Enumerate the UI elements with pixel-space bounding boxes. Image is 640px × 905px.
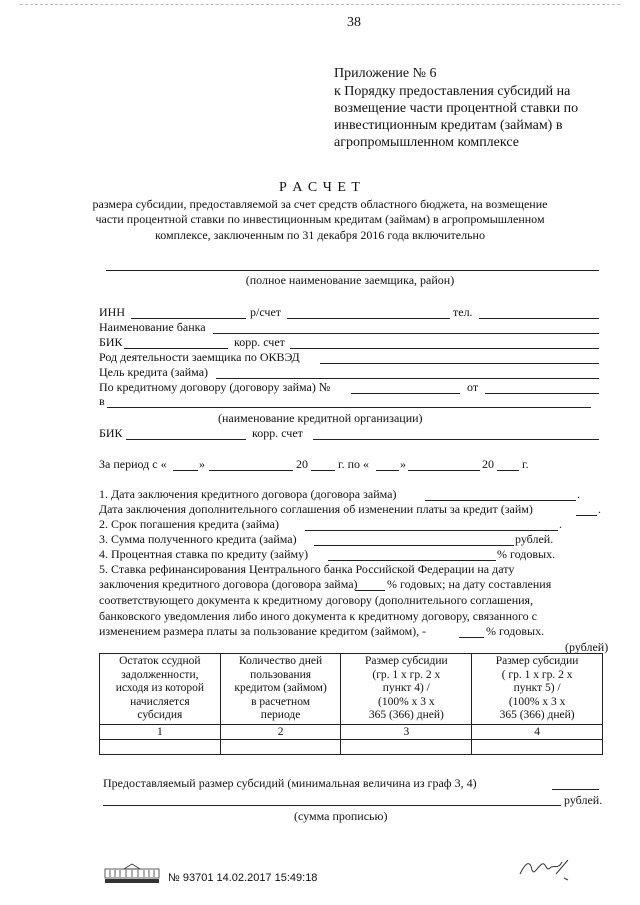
header-text: пункт 4) /: [382, 682, 430, 694]
item-4-end: % годовых.: [497, 547, 556, 561]
table-cell[interactable]: [472, 739, 603, 754]
period-quote: »: [199, 457, 205, 471]
rs-field[interactable]: [287, 318, 450, 319]
contract-label: По кредитному договору (договору займа) №: [99, 380, 331, 394]
summary-value-field[interactable]: [552, 789, 599, 790]
period-year-prefix: 20: [482, 457, 494, 471]
table-header-cell: [100, 654, 221, 725]
item-2-label: 2. Срок погашения кредита (займа): [99, 517, 279, 531]
item-5-line: % годовых; на дату составления: [387, 577, 552, 591]
table-header-cell: [341, 654, 472, 725]
table-cell[interactable]: [341, 739, 472, 754]
item-5-line: банковского уведомления либо иного документа к кредитному договору, связанного с: [99, 609, 537, 623]
period-end-month-field[interactable]: [408, 470, 480, 471]
calculation-table: [99, 653, 603, 755]
units-label: (рублей): [565, 640, 609, 654]
building-icon: [104, 862, 160, 884]
page-number: 38: [347, 15, 361, 30]
header-text: кредитом (займом): [234, 682, 327, 694]
table-header-cell: [220, 654, 341, 725]
signature-icon: [516, 852, 576, 882]
period-year-prefix: 20: [296, 457, 308, 471]
item-5-line: соответствующего документа к кредитному договору (дополнительного соглашения,: [99, 593, 534, 607]
header-text: ( гр. 1 х гр. 2 х: [501, 668, 573, 681]
ks-field[interactable]: [290, 348, 599, 349]
header-text: 365 (366) дней): [368, 709, 444, 721]
item-5-rate-contract-field[interactable]: [355, 590, 385, 591]
item-1-label: 1. Дата заключения кредитного договора (договора займа): [99, 487, 397, 501]
subtitle-line: комплексе, заключенным по 31 декабря 2016 года включительно: [155, 228, 485, 242]
scan-border: [20, 4, 620, 5]
item-5-line: 5. Ставка рефинансирования Центрального банка Российской Федерации на дату: [99, 562, 515, 576]
table-header-row: [100, 654, 603, 725]
column-number: 4: [472, 724, 603, 739]
bank-label: Наименование банка: [99, 320, 206, 334]
inn-field[interactable]: [131, 318, 246, 319]
period-end: г.: [522, 457, 529, 471]
header-text: Размер субсидии: [364, 655, 448, 667]
item-4-field[interactable]: [328, 560, 496, 561]
item-2-end: .: [559, 517, 562, 531]
item-1b-label: Дата заключения дополнительного соглашения об изменении платы за кредит (займ): [99, 502, 533, 516]
item-1-field[interactable]: [425, 500, 576, 501]
item-5-rate-change-field[interactable]: [459, 637, 484, 638]
period-start-month-field[interactable]: [209, 470, 293, 471]
item-3-end: рублей.: [515, 532, 554, 546]
ks-label: корр. счет: [234, 335, 285, 349]
bik-field[interactable]: [124, 348, 228, 349]
header-text: задолженности,: [121, 668, 199, 681]
table-cell[interactable]: [220, 739, 341, 754]
header-text: субсидия: [137, 709, 183, 721]
okved-field[interactable]: [320, 363, 599, 364]
subtitle-line: части процентной ставки по инвестиционным кредитам (займам) в агропромышленном: [95, 212, 545, 226]
borrower-name-line[interactable]: [106, 270, 599, 271]
column-number: 2: [220, 724, 341, 739]
period-start-day-field[interactable]: [173, 470, 198, 471]
purpose-label: Цель кредита (займа): [99, 365, 209, 379]
period-mid: г. по «: [338, 457, 369, 471]
item-3-label: 3. Сумма полученного кредита (займа): [99, 532, 297, 546]
header-text: Количество дней: [239, 655, 323, 667]
appendix-line: инвестиционным кредитам (займам) в: [334, 118, 563, 133]
item-1-end: .: [577, 487, 580, 501]
item-5-line: заключения кредитного договора (договора займа): [99, 577, 358, 591]
tel-field[interactable]: [479, 318, 599, 319]
table-number-row: [100, 724, 603, 739]
borrower-caption: (полное наименование заемщика, район): [245, 273, 455, 287]
in-label: в: [99, 394, 105, 408]
header-text: пользования: [250, 668, 312, 681]
table-cell[interactable]: [100, 739, 221, 754]
stamp-text: № 93701 14.02.2017 15:49:18: [168, 872, 318, 884]
summary-caption: (сумма прописью): [294, 809, 388, 823]
ks2-label: корр. счет: [252, 426, 303, 440]
summary-words-field[interactable]: [103, 805, 561, 806]
document-title: Р А С Ч Е Т: [279, 180, 361, 195]
org-caption: (наименование кредитной организации): [218, 411, 423, 425]
inn-label: ИНН: [99, 305, 125, 319]
column-number: 3: [341, 724, 472, 739]
credit-org-field[interactable]: [107, 407, 591, 408]
contract-number-field[interactable]: [351, 393, 460, 394]
header-text: 365 (366) дней): [499, 709, 575, 721]
assembly-logo: [104, 862, 160, 884]
purpose-field[interactable]: [216, 378, 599, 379]
header-text: (100% х 3 х: [378, 695, 435, 708]
item-1b-field[interactable]: [576, 515, 597, 516]
header-text: Размер субсидии: [495, 655, 579, 667]
period-end-year-field[interactable]: [497, 470, 519, 471]
summary-rub: рублей.: [564, 793, 603, 807]
header-text: пункт 5) /: [513, 682, 561, 694]
rs-label: р/счет: [250, 305, 282, 319]
bik2-field[interactable]: [126, 439, 246, 440]
bik-label: БИК: [99, 335, 123, 349]
period-quote: »: [400, 457, 406, 471]
subtitle-line: размера субсидии, предоставляемой за счет средств областного бюджета, на возмещение: [92, 197, 548, 211]
header-text: периоде: [260, 709, 301, 721]
contract-date-field[interactable]: [485, 393, 599, 394]
tel-label: тел.: [453, 305, 473, 319]
table-header-cell: [472, 654, 603, 725]
period-start-year-field[interactable]: [311, 470, 335, 471]
okved-label: Род деятельности заемщика по ОКВЭД: [99, 350, 300, 364]
header-text: начисляется: [130, 695, 190, 708]
header-text: Остаток ссудной: [119, 655, 201, 667]
header-text: (гр. 1 х гр. 2 х: [372, 668, 441, 681]
item-4-label: 4. Процентная ставка по кредиту (займу): [99, 547, 309, 561]
summary-text: Предоставляемый размер субсидий (минимальная величина из граф 3, 4): [103, 776, 477, 790]
signature: [516, 852, 576, 882]
appendix-line: возмещение части процентной ставки по: [334, 101, 579, 116]
ks2-field[interactable]: [313, 439, 599, 440]
item-5-line: % годовых.: [486, 624, 545, 638]
appendix-line: к Порядку предоставления субсидий на: [334, 84, 571, 99]
header-text: исходя из которой: [115, 682, 205, 694]
contract-from-label: от: [467, 380, 479, 394]
item-2-field[interactable]: [305, 530, 558, 531]
column-number: 1: [100, 724, 221, 739]
item-1b-end: .: [598, 502, 601, 516]
appendix-line: агропромышленном комплексе: [334, 135, 519, 150]
header-text: в расчетном: [251, 695, 311, 708]
period-prefix: За период с «: [99, 457, 167, 471]
header-text: (100% х 3 х: [508, 695, 566, 708]
table-row[interactable]: [100, 739, 603, 754]
period-end-day-field[interactable]: [376, 470, 399, 471]
appendix-number: Приложение № 6: [334, 66, 437, 81]
item-5-line: изменением размера платы за пользование кредитом (займом), -: [99, 624, 427, 638]
bik2-label: БИК: [99, 426, 123, 440]
item-3-field[interactable]: [314, 545, 514, 546]
bank-field[interactable]: [213, 333, 599, 334]
